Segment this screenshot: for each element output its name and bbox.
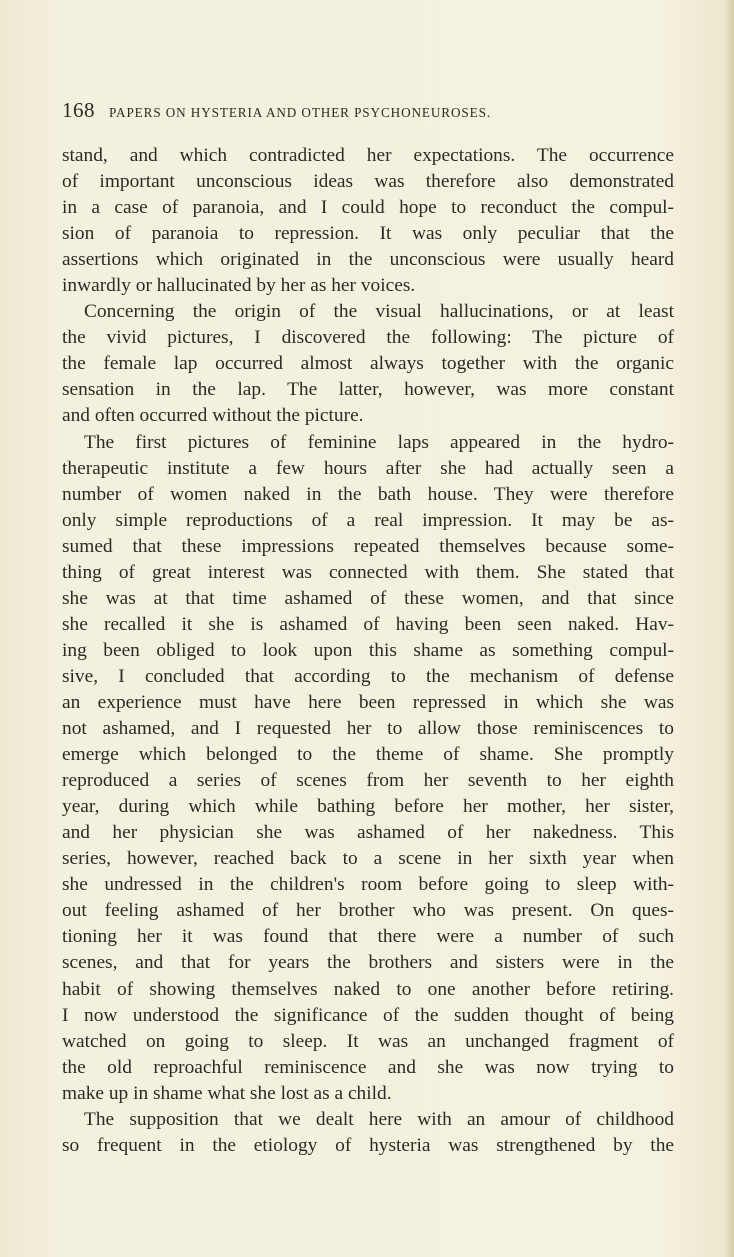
text-line: make up in shame what she lost as a child. bbox=[62, 1082, 392, 1104]
page-number: 168 bbox=[62, 98, 95, 122]
text-line: number of women naked in the bath house. They were therefore bbox=[62, 483, 674, 505]
text-line: sion of paranoia to repression. It was only peculiar that the bbox=[62, 223, 674, 245]
text-line: thing of great interest was connected with them. She stated that bbox=[62, 561, 674, 583]
body-text bbox=[62, 143, 674, 1159]
text-line: she undressed in the children's room before going to sleep with- bbox=[62, 874, 674, 896]
text-line: assertions which originated in the unconscious were usually heard bbox=[62, 249, 674, 271]
running-head-title: PAPERS ON HYSTERIA AND OTHER PSYCHONEUROSES. bbox=[109, 105, 492, 120]
text-line: sumed that these impressions repeated themselves because some- bbox=[62, 535, 674, 557]
text-line: habit of showing themselves naked to one another before retiring. bbox=[62, 978, 674, 1000]
text-line: and often occurred without the picture. bbox=[62, 405, 364, 427]
text-line: out feeling ashamed of her brother who was present. On ques- bbox=[62, 900, 674, 922]
text-line: tioning her it was found that there were a number of such bbox=[62, 926, 674, 948]
text-line: she recalled it she is ashamed of having been seen naked. Hav- bbox=[62, 613, 674, 635]
text-line: year, during which while bathing before her mother, her sister, bbox=[62, 796, 674, 818]
text-line: not ashamed, and I requested her to allow those reminiscences to bbox=[62, 718, 674, 740]
text-line: and her physician she was ashamed of her nakedness. This bbox=[62, 822, 674, 844]
text-line: the vivid pictures, I discovered the following: The picture of bbox=[62, 327, 674, 349]
text-line: inwardly or hallucinated by her as her voices. bbox=[62, 275, 416, 297]
text-line: Concerning the origin of the visual hallucinations, or at least bbox=[84, 301, 674, 323]
text-line: The first pictures of feminine laps appeared in the hydro- bbox=[84, 431, 674, 453]
text-line: in a case of paranoia, and I could hope to reconduct the compul- bbox=[62, 197, 674, 219]
text-line: an experience must have here been repressed in which she was bbox=[62, 691, 674, 713]
page-edge-shadow bbox=[724, 0, 734, 1257]
text-line: sive, I concluded that according to the mechanism of defense bbox=[62, 665, 674, 687]
text-line: the female lap occurred almost always together with the organic bbox=[62, 353, 674, 375]
text-line: of important unconscious ideas was therefore also demonstrated bbox=[62, 171, 674, 193]
text-line: scenes, and that for years the brothers and sisters were in the bbox=[62, 952, 674, 974]
text-line: so frequent in the etiology of hysteria was strengthened by the bbox=[62, 1134, 674, 1156]
text-line: sensation in the lap. The latter, however, was more constant bbox=[62, 379, 674, 401]
text-line: emerge which belonged to the theme of shame. She promptly bbox=[62, 744, 674, 766]
text-line: series, however, reached back to a scene in her sixth year when bbox=[62, 848, 674, 870]
text-line: stand, and which contradicted her expectations. The occurrence bbox=[62, 145, 674, 166]
text-line: therapeutic institute a few hours after she had actually seen a bbox=[62, 457, 674, 479]
text-line: the old reproachful reminiscence and she was now trying to bbox=[62, 1056, 674, 1078]
text-line: watched on going to sleep. It was an unchanged fragment of bbox=[62, 1030, 674, 1052]
running-head bbox=[62, 98, 622, 124]
text-line: The supposition that we dealt here with an amour of childhood bbox=[84, 1108, 674, 1130]
text-line: ing been obliged to look upon this shame as something compul- bbox=[62, 639, 674, 661]
text-line: only simple reproductions of a real impression. It may be as- bbox=[62, 509, 674, 531]
text-line: she was at that time ashamed of these women, and that since bbox=[62, 587, 674, 609]
text-line: I now understood the significance of the sudden thought of being bbox=[62, 1004, 674, 1026]
text-line: reproduced a series of scenes from her seventh to her eighth bbox=[62, 770, 674, 792]
